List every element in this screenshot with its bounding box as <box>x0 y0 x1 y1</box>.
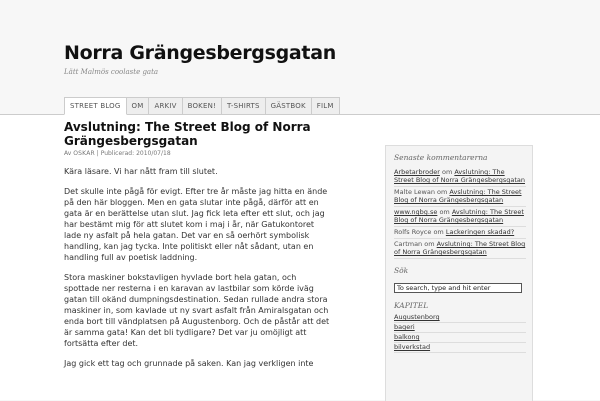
categories-list <box>394 313 526 353</box>
comment-author-link[interactable]: Arbetarbroder <box>394 168 440 176</box>
nav-street-blog[interactable]: STREET BLOG <box>64 97 127 115</box>
nav-om[interactable]: OM <box>127 97 150 115</box>
comment-author-link[interactable]: www.ngbg.se <box>394 208 438 216</box>
on-word: om <box>424 240 435 248</box>
category-item <box>394 333 526 343</box>
comment-post-link[interactable]: Lackeringen skadad? <box>445 228 515 236</box>
comment-author: Rolfs Royce <box>394 228 432 236</box>
nav-gastbok[interactable]: GÄSTBOK <box>266 97 312 115</box>
comment-post-link[interactable]: Avslutning: The Street Blog of Norra Grängesbergsgatan <box>394 240 526 256</box>
site-header <box>0 0 600 98</box>
published-label: Publicerad: <box>100 150 135 157</box>
site-description: Lätt Malmös coolaste gata <box>64 68 159 76</box>
category-link[interactable]: Augustenborg <box>394 313 440 321</box>
nav-boken[interactable]: BOKEN! <box>183 97 222 115</box>
nav-film[interactable]: FILM <box>312 97 340 115</box>
post-paragraph: Jag gick ett tag och grunnade på saken. Kan jag verkligen inte <box>64 359 314 368</box>
post-paragraph: Det skulle inte pågå för evigt. Efter tre år måste jag hitta en ände på den här bloggen. Men en gata slutar inte pågå, därför att en gata är en berättelse utan slut. Jag fick leta efter ett slut, och jag har bestämt mig för att slutet kom i maj i år, när Gatukontoret lade ny asfalt på hela gatan. Det var en så oerhört symbolisk handling, kan jag tycka. Inte politiskt eller nåt sådant, utan en handling full av poetisk laddning. <box>64 187 328 262</box>
comment-post-link[interactable]: Avslutning: The Street Blog of Norra Grängesbergsgatan <box>394 208 524 224</box>
sidebar <box>385 145 533 401</box>
recent-comments-list <box>394 167 526 259</box>
blog-post <box>64 120 332 369</box>
on-word: om <box>433 228 444 236</box>
search-title: Sök <box>394 266 409 275</box>
category-link[interactable]: balkong <box>394 333 420 341</box>
category-link[interactable]: bilverkstad <box>394 343 431 351</box>
post-title[interactable]: Avslutning: The Street Blog of Norra Grängesbergsgatan <box>64 120 311 148</box>
recent-comment <box>394 187 526 207</box>
recent-comment <box>394 167 526 187</box>
main-nav <box>64 97 340 115</box>
nav-arkiv[interactable]: ARKIV <box>149 97 182 115</box>
search-input[interactable] <box>394 283 522 293</box>
category-link[interactable]: bageri <box>394 323 415 331</box>
comment-post-link[interactable]: Avslutning: The Street Blog of Norra Grängesbergsgatan <box>394 188 522 204</box>
comment-post-link[interactable]: Avslutning: The Street Blog of Norra Grängesbergsgatan <box>394 168 525 184</box>
category-item <box>394 323 526 333</box>
category-item <box>394 313 526 323</box>
recent-comment <box>394 239 526 259</box>
comment-author: Cartman <box>394 240 423 248</box>
categories-title: KAPITEL <box>394 301 429 310</box>
category-item <box>394 343 526 353</box>
on-word: om <box>439 208 450 216</box>
recent-comment <box>394 207 526 227</box>
on-word: om <box>437 188 448 196</box>
recent-comments-title: Senaste kommentarerna <box>394 153 488 162</box>
site-title[interactable]: Norra Grängesbergsgatan <box>64 42 336 64</box>
content-area <box>0 115 600 400</box>
post-paragraph: Stora maskiner bokstavligen hyvlade bort hela gatan, och spottade ner resterna i en karavan av lastbilar som körde iväg gatan till okänd dumpningsdestination. Sedan rullade andra stora maskiner in, som kavlade ut ny svart asfalt från Amiralsgatan och enda bort till vändplatsen på Augustenborg. Och de påstår att det är samma gata! Kan det bli tydligare? Det var ju omöjligt att fortsätta efter det. <box>64 273 330 348</box>
post-date: 2010/07/18 <box>136 150 171 157</box>
post-paragraph: Kära läsare. Vi har nått fram till slutet. <box>64 167 218 176</box>
post-byline: Av OSKAR | Publicerad: 2010/07/18 <box>64 150 171 157</box>
on-word: om <box>441 168 453 176</box>
comment-author: Malte Lewan <box>394 188 435 196</box>
byline-prefix: Av <box>64 150 72 157</box>
nav-tshirts[interactable]: T-SHIRTS <box>222 97 266 115</box>
recent-comment <box>394 227 526 239</box>
post-author[interactable]: OSKAR <box>73 150 95 157</box>
